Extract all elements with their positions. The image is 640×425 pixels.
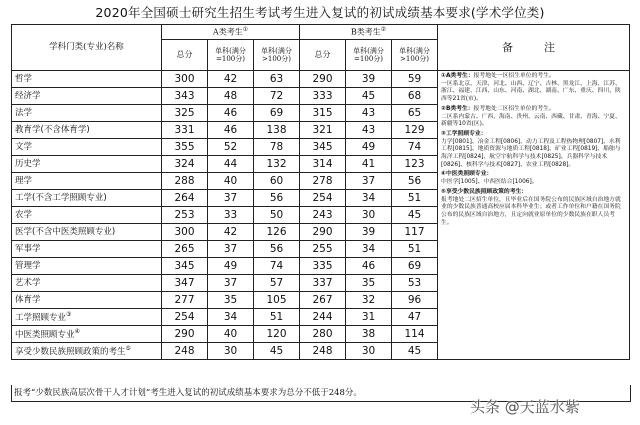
a-single100-extra-score: 138 xyxy=(254,122,300,139)
b-total-score: 333 xyxy=(300,88,346,105)
b-single100-score: 49 xyxy=(346,139,392,156)
subject-name xyxy=(12,292,162,309)
note-text: 报考地处一区招生单位的考生。 xyxy=(473,73,555,79)
b-total-score: 345 xyxy=(300,139,346,156)
subject-label: 哲学 xyxy=(15,73,33,84)
b-single100-score: 43 xyxy=(346,105,392,122)
b-total-score: 267 xyxy=(300,292,346,309)
a-single100-score: 35 xyxy=(208,292,254,309)
note-tcm xyxy=(441,171,626,186)
note-engineering xyxy=(441,131,626,170)
b-single100-extra-score: 51 xyxy=(392,241,438,258)
note-text: 二区系内蒙古、广西、海南、贵州、云南、西藏、甘肃、青海、宁夏、新疆等10省(区)。 xyxy=(441,113,621,128)
a-single100-score: 40 xyxy=(208,326,254,343)
footnote-mark: ④ xyxy=(74,327,80,335)
a-single100-extra-score: 105 xyxy=(254,292,300,309)
b-total-header: 总分 xyxy=(300,40,346,71)
b-single100-extra-score: 96 xyxy=(392,292,438,309)
subject-name xyxy=(12,275,162,292)
footnote-mark: ⑤ xyxy=(125,344,131,352)
note-column-header: 备 注 xyxy=(438,25,630,71)
a-single100-extra-score: 60 xyxy=(254,173,300,190)
a-total-score: 277 xyxy=(162,292,208,309)
subject-label: 工学(不含工学照顾专业) xyxy=(15,192,107,203)
note-a-class xyxy=(441,73,626,104)
a-single100-extra-score: 120 xyxy=(254,326,300,343)
b-total-score: 248 xyxy=(300,343,346,360)
a-single100-score: 37 xyxy=(208,241,254,258)
subject-column-header: 学科门类(专业)名称 xyxy=(12,25,162,71)
note-heading: ⑤享受少数民族照顾政策的考生： xyxy=(441,188,528,195)
subject-name xyxy=(12,241,162,258)
a-total-score: 324 xyxy=(162,156,208,173)
b-single100-extra-score: 68 xyxy=(392,88,438,105)
b-single100-extra-score: 45 xyxy=(392,343,438,360)
note-minority xyxy=(441,189,626,228)
subject-label: 历史学 xyxy=(15,158,41,169)
b-total-score: 255 xyxy=(300,241,346,258)
a-single100-score: 52 xyxy=(208,139,254,156)
b-single100-score: 32 xyxy=(346,292,392,309)
b-single100-score: 30 xyxy=(346,343,392,360)
a-single100-score: 49 xyxy=(208,258,254,275)
subject-label: 法学 xyxy=(15,107,33,118)
a-total-score: 254 xyxy=(162,309,208,326)
b-single100-score: 38 xyxy=(346,326,392,343)
subject-name xyxy=(12,173,162,190)
a-single100-extra-score: 69 xyxy=(254,105,300,122)
subject-label: 军事学 xyxy=(15,243,41,254)
b-single100-extra-score: 47 xyxy=(392,309,438,326)
b-single100-score: 30 xyxy=(346,207,392,224)
note-text: 一区系北京、天津、河北、山西、辽宁、吉林、黑龙江、上海、江苏、浙江、福建、江西、山东、河南、湖北、湖南、广东、重庆、四川、陕西等21省(市)。 xyxy=(441,80,621,103)
a-single100-extra-header: 单科(满分>100分) xyxy=(254,40,300,71)
a-total-score: 265 xyxy=(162,241,208,258)
a-single100-score: 37 xyxy=(208,275,254,292)
note-text: 中医学[1005]、中西医结合[1006]。 xyxy=(441,179,538,186)
b-single100-score: 37 xyxy=(346,173,392,190)
b-single100-score: 35 xyxy=(346,275,392,292)
b-single100-extra-score: 129 xyxy=(392,122,438,139)
b-single100-score: 34 xyxy=(346,190,392,207)
subject-label: 文学 xyxy=(15,141,33,152)
b-total-score: 254 xyxy=(300,190,346,207)
subject-name xyxy=(12,326,162,343)
a-total-score: 264 xyxy=(162,190,208,207)
a-single100-extra-score: 126 xyxy=(254,224,300,241)
note-heading: ④中医类照顾专业： xyxy=(441,171,493,178)
subject-name xyxy=(12,88,162,105)
notes-block xyxy=(441,73,626,227)
note-text: 报考地处二区招生单位的考生。 xyxy=(473,105,555,112)
a-total-score: 343 xyxy=(162,88,208,105)
b-single100-extra-score: 56 xyxy=(392,173,438,190)
subject-name xyxy=(12,207,162,224)
b-single100-score: 46 xyxy=(346,258,392,275)
subject-label: 享受少数民族照顾政策的考生 xyxy=(15,346,126,357)
b-class-header xyxy=(300,25,438,40)
b-class-label: B类考生 xyxy=(350,27,381,37)
a-class-footnote-mark: ① xyxy=(242,26,249,34)
notes-cell xyxy=(438,71,630,360)
b-single100-extra-score: 59 xyxy=(392,71,438,88)
note-text: 力学[0801]、冶金工程[0806]、动力工程及工程热物理[0807]、水利工程[0815]、地质资源与地质工程[0818]、矿业工程[0819]、船舶与海洋工程[0824]、航空宇航科学与技术[0825]、兵器科学与技术[0826]、核科学与技术[0827]、农业工程[0828]。 xyxy=(441,138,621,168)
b-total-score: 278 xyxy=(300,173,346,190)
b-single100-score: 41 xyxy=(346,156,392,173)
subject-label: 中医类照顾专业 xyxy=(15,329,75,340)
b-single100-extra-score: 74 xyxy=(392,139,438,156)
b-single100-score: 45 xyxy=(346,88,392,105)
a-total-score: 331 xyxy=(162,122,208,139)
b-single100-header: 单科(满分=100分) xyxy=(346,40,392,71)
subject-label: 工学照顾专业 xyxy=(15,312,67,323)
note-heading: ③工学照顾专业： xyxy=(441,130,487,137)
a-total-score: 355 xyxy=(162,139,208,156)
a-single100-extra-score: 63 xyxy=(254,71,300,88)
b-total-score: 244 xyxy=(300,309,346,326)
a-single100-extra-score: 45 xyxy=(254,343,300,360)
b-total-score: 290 xyxy=(300,224,346,241)
subject-name xyxy=(12,122,162,139)
subject-label: 理学 xyxy=(15,175,33,186)
subject-name xyxy=(12,71,162,88)
a-total-score: 300 xyxy=(162,71,208,88)
a-single100-score: 40 xyxy=(208,173,254,190)
a-single100-score: 30 xyxy=(208,343,254,360)
a-class-header xyxy=(162,25,300,40)
b-total-score: 280 xyxy=(300,326,346,343)
a-single100-extra-score: 78 xyxy=(254,139,300,156)
a-total-score: 325 xyxy=(162,105,208,122)
subject-label: 农学 xyxy=(15,209,33,220)
b-single100-score: 34 xyxy=(346,241,392,258)
b-single100-extra-score: 51 xyxy=(392,190,438,207)
b-single100-score: 39 xyxy=(346,224,392,241)
a-total-score: 345 xyxy=(162,258,208,275)
note-heading: ①A类考生： xyxy=(441,73,474,79)
subject-label: 教育学(不含体育学) xyxy=(15,124,90,135)
score-table xyxy=(11,24,630,360)
watermark: 头条 @天蓝水紫 xyxy=(470,398,580,416)
table-row xyxy=(12,71,630,88)
subject-name xyxy=(12,258,162,275)
a-single100-score: 44 xyxy=(208,156,254,173)
b-total-score: 335 xyxy=(300,258,346,275)
a-single100-extra-score: 57 xyxy=(254,275,300,292)
a-single100-header: 单科(满分=100分) xyxy=(208,40,254,71)
a-single100-extra-score: 51 xyxy=(254,309,300,326)
b-total-score: 243 xyxy=(300,207,346,224)
b-total-score: 315 xyxy=(300,105,346,122)
subject-label: 经济学 xyxy=(15,90,41,101)
a-single100-extra-score: 132 xyxy=(254,156,300,173)
a-class-label: A类考生 xyxy=(212,27,243,37)
b-total-score: 314 xyxy=(300,156,346,173)
subject-name xyxy=(12,224,162,241)
a-single100-extra-score: 50 xyxy=(254,207,300,224)
a-single100-score: 33 xyxy=(208,207,254,224)
footer-note: 报考“少数民族高层次骨干人才计划”考生进入复试的初试成绩基本要求为总分不低于248分。 xyxy=(11,385,631,402)
b-single100-extra-header: 单科(满分>100分) xyxy=(392,40,438,71)
subject-name xyxy=(12,343,162,360)
a-total-header: 总分 xyxy=(162,40,208,71)
subject-label: 管理学 xyxy=(15,260,41,271)
a-single100-score: 46 xyxy=(208,105,254,122)
note-b-class xyxy=(441,106,626,129)
a-total-score: 347 xyxy=(162,275,208,292)
b-class-footnote-mark: ② xyxy=(380,26,387,34)
b-total-score: 290 xyxy=(300,71,346,88)
b-total-score: 321 xyxy=(300,122,346,139)
b-single100-extra-score: 69 xyxy=(392,258,438,275)
b-single100-extra-score: 53 xyxy=(392,275,438,292)
note-text: 报考地处二区招生单位，且毕业后在国务院公布的民族区域自治地方就业的少数民族普通高校应届本科毕业生；或者工作单位和户籍在国务院公布的民族区域自治地方，且定向就业原单位的少数民族在职人员考生。 xyxy=(441,196,621,226)
a-total-score: 288 xyxy=(162,173,208,190)
b-total-score: 337 xyxy=(300,275,346,292)
a-single100-score: 42 xyxy=(208,71,254,88)
subject-name xyxy=(12,105,162,122)
a-single100-score: 46 xyxy=(208,122,254,139)
b-single100-score: 31 xyxy=(346,309,392,326)
b-single100-extra-score: 123 xyxy=(392,156,438,173)
a-total-score: 300 xyxy=(162,224,208,241)
subject-label: 医学(不含中医类照顾专业) xyxy=(15,226,116,237)
a-total-score: 290 xyxy=(162,326,208,343)
a-total-score: 248 xyxy=(162,343,208,360)
a-single100-score: 34 xyxy=(208,309,254,326)
a-single100-score: 37 xyxy=(208,190,254,207)
subject-name xyxy=(12,309,162,326)
note-heading: ②B类考生： xyxy=(441,105,474,112)
b-single100-extra-score: 117 xyxy=(392,224,438,241)
subject-name xyxy=(12,139,162,156)
b-single100-score: 39 xyxy=(346,71,392,88)
b-single100-score: 43 xyxy=(346,122,392,139)
page-title: 2020年全国硕士研究生招生考试考生进入复试的初试成绩基本要求(学术学位类) xyxy=(95,5,545,20)
a-single100-extra-score: 56 xyxy=(254,241,300,258)
a-total-score: 253 xyxy=(162,207,208,224)
a-single100-extra-score: 72 xyxy=(254,88,300,105)
a-single100-score: 48 xyxy=(208,88,254,105)
subject-name xyxy=(12,190,162,207)
subject-label: 艺术学 xyxy=(15,277,41,288)
a-single100-extra-score: 74 xyxy=(254,258,300,275)
subject-name xyxy=(12,156,162,173)
b-single100-extra-score: 45 xyxy=(392,207,438,224)
subject-label: 体育学 xyxy=(15,294,41,305)
a-single100-score: 42 xyxy=(208,224,254,241)
footnote-mark: ③ xyxy=(66,310,72,318)
b-single100-extra-score: 114 xyxy=(392,326,438,343)
b-single100-extra-score: 65 xyxy=(392,105,438,122)
a-single100-extra-score: 56 xyxy=(254,190,300,207)
